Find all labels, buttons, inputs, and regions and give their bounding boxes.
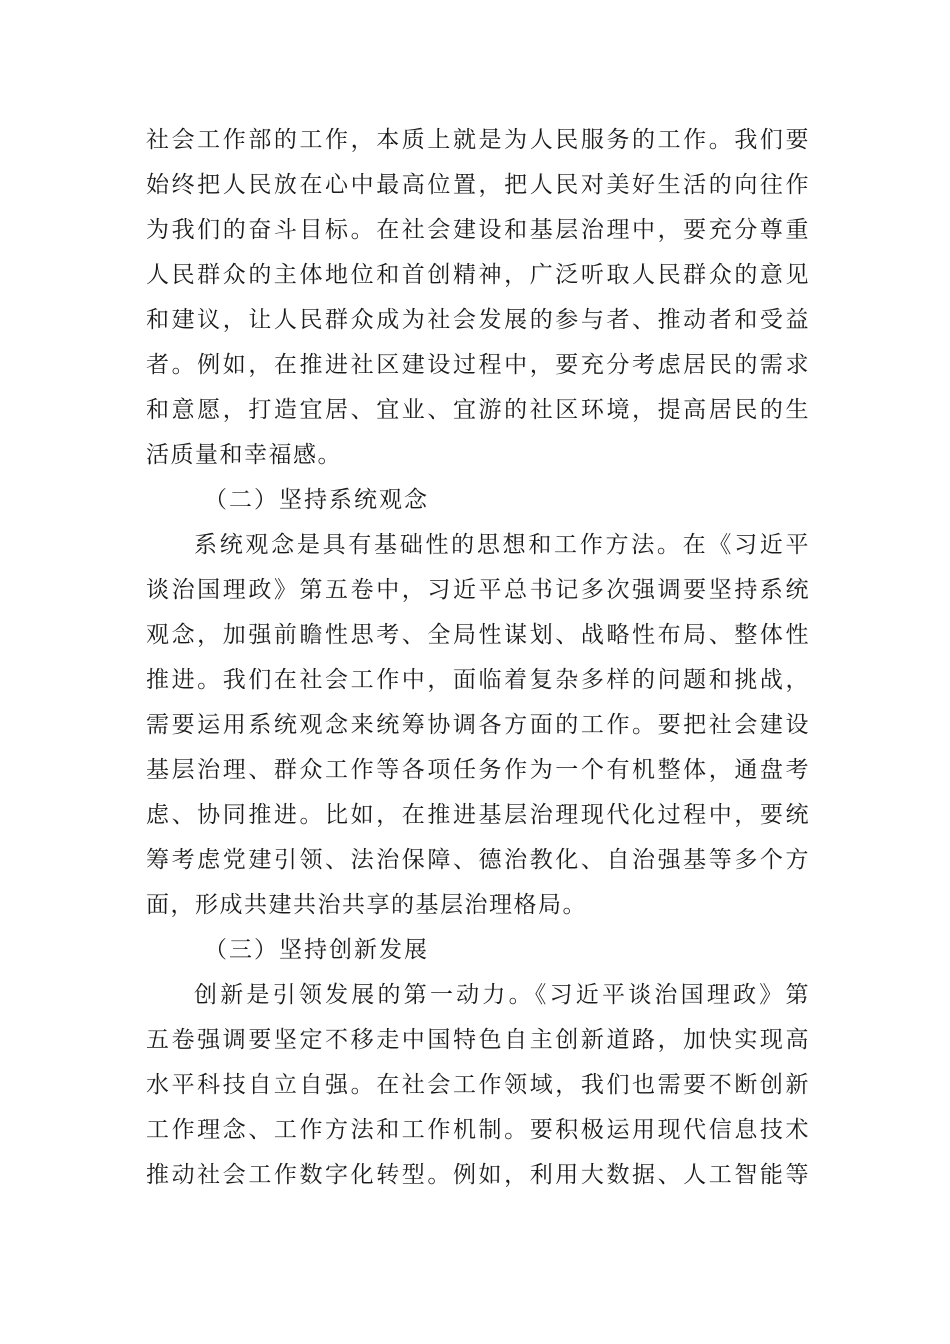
text-line: 始终把人民放在心中最高位置，把人民对美好生活的向往作 — [146, 172, 810, 198]
text-line: 活质量和幸福感。 — [146, 442, 342, 468]
paragraph-innovation — [146, 973, 810, 1198]
text-line: 系统观念是具有基础性的思想和工作方法。在《习近平 — [194, 532, 810, 558]
text-line: 工作理念、工作方法和工作机制。要积极运用现代信息技术 — [146, 1117, 810, 1143]
text-line: 观念，加强前瞻性思考、全局性谋划、战略性布局、整体性 — [146, 622, 810, 648]
section-heading-innovation: （三）坚持创新发展 — [204, 937, 429, 963]
text-line: 社会工作部的工作，本质上就是为人民服务的工作。我们要 — [146, 127, 810, 153]
text-line: 需要运用系统观念来统筹协调各方面的工作。要把社会建设 — [146, 712, 810, 738]
text-line: 和意愿，打造宜居、宜业、宜游的社区环境，提高居民的生 — [146, 397, 810, 423]
text-line: 虑、协同推进。比如，在推进基层治理现代化过程中，要统 — [146, 802, 810, 828]
text-line: 五卷强调要坚定不移走中国特色自主创新道路，加快实现高 — [146, 1027, 810, 1053]
text-line: 推动社会工作数字化转型。例如，利用大数据、人工智能等 — [146, 1162, 810, 1188]
text-line: 为我们的奋斗目标。在社会建设和基层治理中，要充分尊重 — [146, 217, 810, 243]
paragraph-people-centered — [146, 118, 810, 478]
document-body — [146, 118, 810, 1198]
text-line: 人民群众的主体地位和首创精神，广泛听取人民群众的意见 — [146, 262, 810, 288]
text-line: 水平科技自立自强。在社会工作领域，我们也需要不断创新 — [146, 1072, 810, 1098]
text-line: 筹考虑党建引领、法治保障、德治教化、自治强基等多个方 — [146, 847, 810, 873]
text-line: 谈治国理政》第五卷中，习近平总书记多次强调要坚持系统 — [146, 577, 810, 603]
text-line: 创新是引领发展的第一动力。《习近平谈治国理政》第 — [194, 982, 810, 1008]
text-line: 和建议，让人民群众成为社会发展的参与者、推动者和受益 — [146, 307, 810, 333]
text-line: 者。例如，在推进社区建设过程中，要充分考虑居民的需求 — [146, 352, 810, 378]
paragraph-systems-view — [146, 523, 810, 928]
text-line: 面，形成共建共治共享的基层治理格局。 — [146, 892, 587, 918]
text-line: 基层治理、群众工作等各项任务作为一个有机整体，通盘考 — [146, 757, 810, 783]
text-line: 推进。我们在社会工作中，面临着复杂多样的问题和挑战， — [146, 667, 810, 693]
section-heading-systems-view: （二）坚持系统观念 — [204, 487, 429, 513]
